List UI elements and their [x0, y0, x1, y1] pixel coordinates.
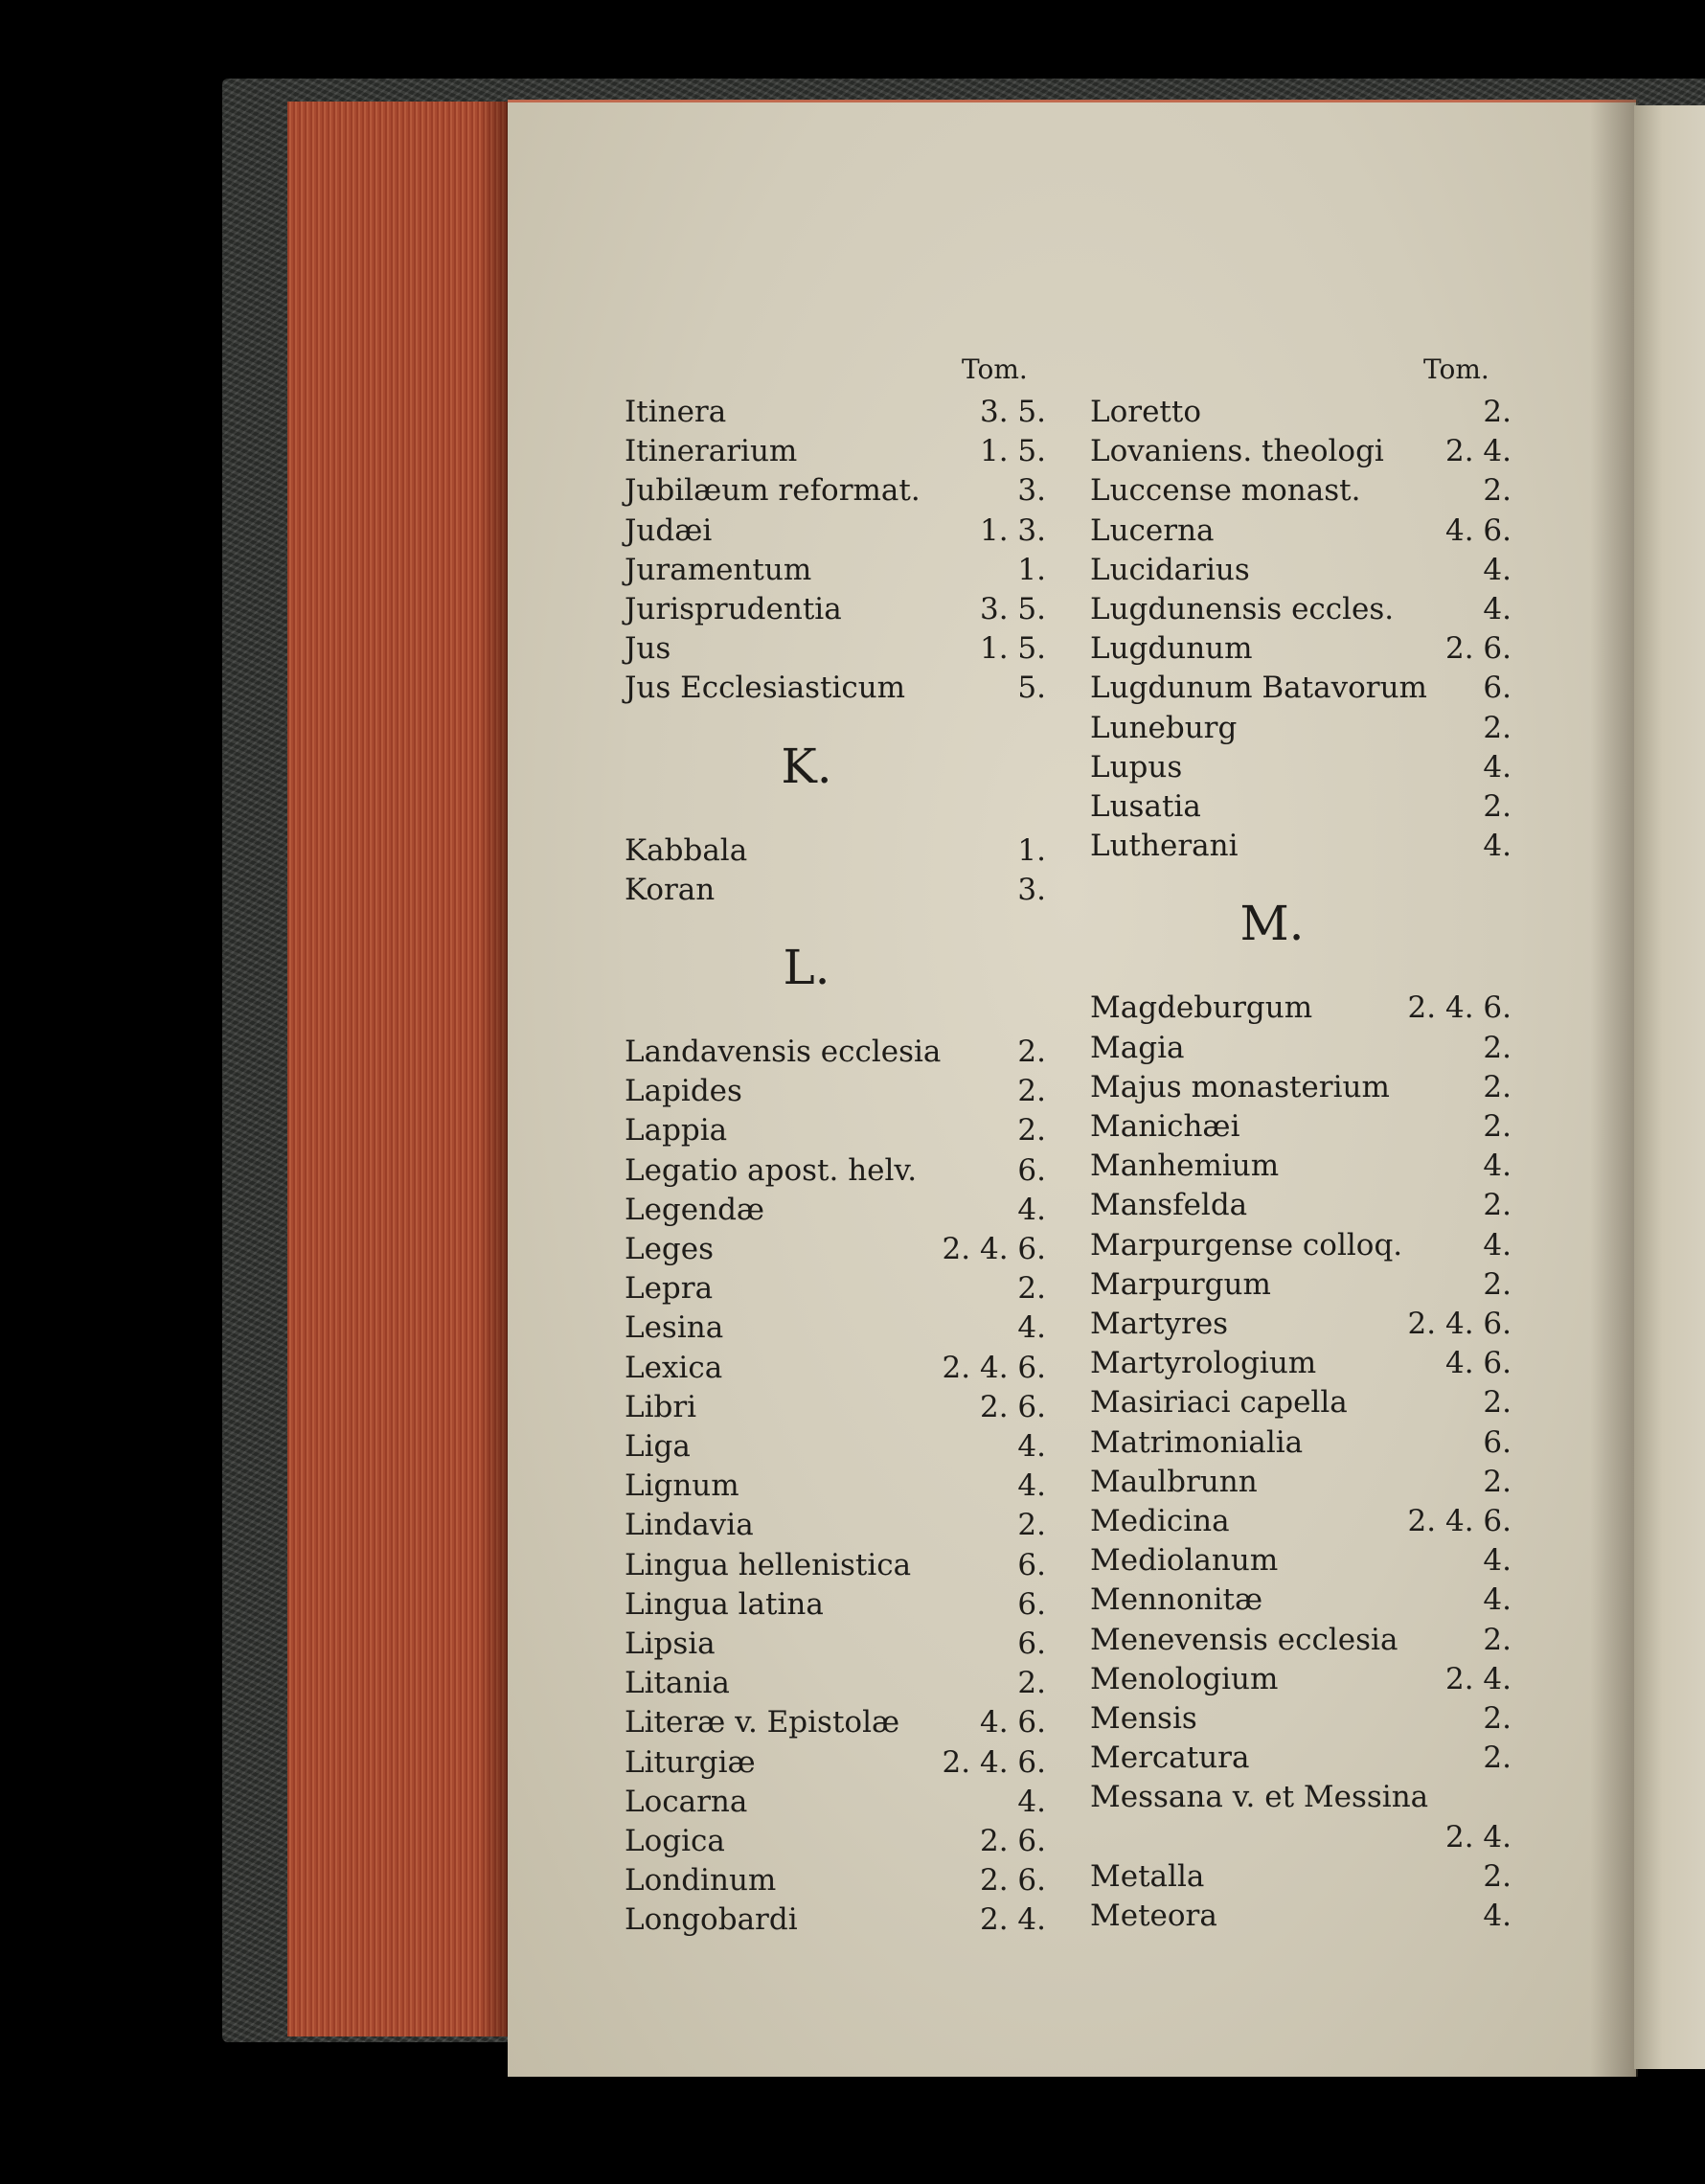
entry-volumes: 4. [1483, 1582, 1512, 1618]
index-entry [1090, 748, 1512, 787]
index-entry [625, 1703, 1046, 1742]
index-entry [1090, 512, 1512, 551]
entry-volumes: 2. 6. [1444, 631, 1512, 667]
entry-volumes: 3. 5. [979, 395, 1046, 429]
index-entry [625, 1072, 1046, 1111]
entry-term: Matrimonialia [1090, 1424, 1304, 1460]
entry-term: Liturgiæ [625, 1744, 756, 1780]
page-edge-shadow [479, 102, 510, 2036]
entry-term: Mansfelda [1090, 1188, 1248, 1223]
facing-page-edge [1634, 105, 1705, 2069]
page-gutter [1590, 100, 1638, 2077]
entry-term: Lusatia [1090, 789, 1201, 824]
index-entry [625, 1308, 1046, 1348]
index-entry [1090, 1186, 1512, 1225]
entry-term: Jus Ecclesiasticum [625, 671, 906, 706]
entry-term: Marpurgum [1090, 1266, 1271, 1302]
section-letter: M. [1239, 896, 1305, 952]
entry-volumes: 4. [1483, 1543, 1512, 1579]
index-entry [625, 1151, 1046, 1191]
index-entry [1090, 1541, 1512, 1581]
entry-volumes: 2. [1483, 1385, 1512, 1421]
index-entry [625, 1664, 1046, 1703]
entry-term: Mennonitæ [1090, 1582, 1263, 1618]
entry-term: Martyrologium [1090, 1346, 1317, 1381]
entry-term: Londinum [625, 1863, 777, 1899]
entry-term: Landavensis ecclesia [625, 1035, 942, 1069]
index-entry [625, 1388, 1046, 1427]
index-entry [1090, 1107, 1512, 1147]
index-entry [1090, 1147, 1512, 1186]
entry-term: Itinera [625, 395, 727, 429]
entry-volumes: 2. [1483, 1109, 1512, 1144]
section-letter: K. [781, 738, 832, 794]
index-entry [1090, 551, 1512, 590]
index-entry [1090, 709, 1512, 748]
entry-volumes: 2. [1483, 789, 1512, 824]
entry-term: Koran [625, 872, 716, 907]
index-entry [625, 1349, 1046, 1388]
index-entry [625, 432, 1046, 471]
entry-volumes: 4. [1483, 1149, 1512, 1184]
index-entry [625, 871, 1046, 910]
entry-volumes: 2. 4. [979, 1902, 1046, 1938]
page-edge [287, 102, 510, 2036]
index-entry [625, 1230, 1046, 1269]
entry-volumes: 2. [1483, 473, 1512, 509]
entry-term: Maulbrunn [1090, 1464, 1258, 1499]
entry-term: Jus [625, 631, 671, 667]
entry-term: Lovaniens. theologi [1090, 434, 1384, 469]
index-entry [1090, 1423, 1512, 1463]
entry-volumes: 3. 5. [979, 592, 1046, 626]
entry-volumes: 1. [1017, 552, 1046, 587]
index-entry [1090, 989, 1512, 1028]
entry-term: Literæ v. Epistolæ [625, 1705, 900, 1740]
entry-term: Libri [625, 1389, 697, 1424]
entry-volumes: 3. [1017, 872, 1046, 907]
entry-term: Leges [625, 1232, 715, 1266]
entry-volumes: 2. [1017, 1074, 1046, 1109]
entry-volumes: 2. [1017, 1508, 1046, 1543]
index-entry [1090, 1265, 1512, 1305]
index-entry [625, 1743, 1046, 1783]
entry-volumes: 4. [1483, 552, 1512, 587]
entry-term: Lipsia [625, 1627, 716, 1661]
entry-term: Menologium [1090, 1661, 1279, 1696]
entry-term: Locarna [625, 1784, 748, 1819]
index-entry [1090, 1660, 1512, 1699]
entry-term: Lugdunensis eccles. [1090, 592, 1395, 626]
index-entry [1090, 1305, 1512, 1344]
entry-term: Kabbala [625, 832, 748, 868]
entry-term: Majus monasterium [1090, 1069, 1390, 1104]
entry-volumes: 2. 4. 6. [942, 1744, 1046, 1780]
index-entry [625, 1822, 1046, 1861]
entry-term: Longobardi [625, 1902, 798, 1938]
entry-volumes: 2. 4. [1444, 1819, 1512, 1854]
index-entry [625, 471, 1046, 511]
entry-term: Legendæ [625, 1192, 765, 1227]
entry-volumes: 2. 6. [979, 1389, 1046, 1424]
column-header: Tom. [962, 353, 1028, 385]
entry-volumes: 6. [1017, 1586, 1046, 1622]
entry-term: Lingua hellenistica [625, 1547, 912, 1582]
entry-term: Lugdunum [1090, 631, 1253, 667]
index-entry [1090, 393, 1512, 432]
section-letter: L. [783, 940, 830, 995]
index-entry [1090, 1383, 1512, 1422]
entry-term: Medicina [1090, 1504, 1230, 1538]
index-entry [625, 393, 1046, 432]
entry-term: Litania [625, 1666, 730, 1701]
entry-term: Lindavia [625, 1508, 754, 1543]
index-entry [625, 1506, 1046, 1545]
column-header: Tom. [1423, 353, 1489, 385]
entry-term: Lutherani [1090, 829, 1239, 864]
entry-volumes: 3. [1017, 473, 1046, 509]
entry-volumes: 2. [1017, 1666, 1046, 1701]
index-entry [1090, 432, 1512, 471]
entry-volumes: 6. [1017, 1627, 1046, 1661]
entry-volumes: 4. [1483, 749, 1512, 785]
entry-term: Mensis [1090, 1701, 1197, 1736]
entry-term: Magdeburgum [1090, 990, 1313, 1026]
index-entry [1090, 669, 1512, 708]
entry-term: Judæi [625, 512, 713, 548]
entry-volumes: 2. 4. [1444, 1661, 1512, 1696]
entry-volumes: 2. [1483, 1188, 1512, 1223]
entry-term: Menevensis ecclesia [1090, 1622, 1398, 1657]
entry-term: Luccense monast. [1090, 473, 1361, 509]
entry-volumes: 2. [1017, 1271, 1046, 1307]
entry-volumes: 2. [1483, 1740, 1512, 1776]
entry-term: Lucerna [1090, 512, 1215, 548]
entry-volumes: 4. [1483, 592, 1512, 626]
entry-volumes: 4. [1017, 1784, 1046, 1819]
index-entry [625, 551, 1046, 590]
index-entry [625, 831, 1046, 871]
index-entry [625, 1861, 1046, 1900]
entry-term: Mediolanum [1090, 1543, 1279, 1579]
entry-volumes: 2. 4. 6. [942, 1350, 1046, 1385]
entry-volumes: 2. 4. [1444, 434, 1512, 469]
entry-term: Itinerarium [625, 434, 798, 469]
index-entry [1090, 1621, 1512, 1660]
index-entry [625, 629, 1046, 669]
index-entry [625, 1427, 1046, 1467]
index-entry [1090, 1226, 1512, 1265]
index-entry [1090, 1699, 1512, 1739]
entry-volumes: 1. 5. [979, 434, 1046, 469]
entry-volumes: 2. [1483, 395, 1512, 429]
entry-term: Lugdunum Batavorum [1090, 671, 1427, 706]
entry-volumes: 2. [1483, 710, 1512, 745]
index-entry [625, 1467, 1046, 1506]
index-entry [1090, 787, 1512, 827]
entry-volumes: 2. [1483, 1858, 1512, 1894]
entry-term: Lignum [625, 1468, 739, 1504]
entry-term: Lexica [625, 1350, 723, 1385]
index-entry [1090, 1502, 1512, 1541]
entry-term: Masiriaci capella [1090, 1385, 1348, 1421]
entry-volumes: 1. [1017, 832, 1046, 868]
entry-term: Lucidarius [1090, 552, 1250, 587]
entry-term: Lappia [625, 1113, 728, 1149]
entry-volumes: 6. [1483, 1424, 1512, 1460]
entry-volumes: 2. [1483, 1266, 1512, 1302]
entry-term: Legatio apost. helv. [625, 1152, 918, 1188]
entry-term: Lupus [1090, 749, 1183, 785]
entry-volumes: 6. [1017, 1547, 1046, 1582]
entry-volumes: 1. 5. [979, 631, 1046, 667]
index-entry [625, 669, 1046, 708]
index-entry [1090, 1818, 1512, 1857]
entry-volumes: 6. [1483, 671, 1512, 706]
entry-volumes: 2. 4. 6. [1407, 1307, 1512, 1341]
index-entry [625, 1585, 1046, 1625]
entry-volumes: 2. [1017, 1113, 1046, 1149]
entry-volumes: 2. 4. 6. [942, 1232, 1046, 1266]
entry-volumes: 2. [1483, 1464, 1512, 1499]
entry-term: Martyres [1090, 1307, 1229, 1341]
index-entry [1090, 590, 1512, 629]
entry-term: Juramentum [625, 552, 812, 587]
index-entry [625, 1033, 1046, 1072]
index-entry [1090, 1857, 1512, 1897]
index-entry [625, 590, 1046, 629]
entry-volumes: 4. 6. [1444, 1346, 1512, 1381]
entry-term: Manichæi [1090, 1109, 1240, 1144]
entry-volumes: 2. 6. [979, 1824, 1046, 1858]
index-entry [1090, 1739, 1512, 1778]
index-entry [625, 512, 1046, 551]
entry-volumes: 2. [1483, 1701, 1512, 1736]
index-entry [1090, 1581, 1512, 1620]
entry-volumes: 4. [1017, 1468, 1046, 1504]
index-entry [625, 1111, 1046, 1150]
entry-volumes: 1. 3. [979, 512, 1046, 548]
entry-volumes: 2. 4. 6. [1407, 1504, 1512, 1538]
index-entry [625, 1546, 1046, 1585]
entry-term: Messana v. et Messina [1090, 1780, 1429, 1815]
entry-term: Lapides [625, 1074, 742, 1109]
entry-volumes: 4. [1483, 829, 1512, 864]
index-entry [1090, 827, 1512, 866]
entry-term: Logica [625, 1824, 725, 1858]
entry-term: Metalla [1090, 1858, 1205, 1894]
index-entry [1090, 1068, 1512, 1107]
index-entry [625, 1625, 1046, 1664]
index-entry [1090, 1344, 1512, 1383]
entry-volumes: 4. [1017, 1429, 1046, 1464]
entry-term: Lepra [625, 1271, 714, 1307]
entry-term: Loretto [1090, 395, 1201, 429]
entry-term: Mercatura [1090, 1740, 1250, 1776]
entry-volumes: 4. [1483, 1899, 1512, 1933]
entry-term: Luneburg [1090, 710, 1238, 745]
index-entry [1090, 1029, 1512, 1068]
entry-volumes: 5. [1017, 671, 1046, 706]
index-entry [1090, 629, 1512, 669]
entry-volumes: 4. [1483, 1227, 1512, 1263]
index-entry [625, 1269, 1046, 1308]
entry-volumes: 2. [1483, 1030, 1512, 1065]
index-entry [1090, 1778, 1512, 1817]
index-entry [1090, 1463, 1512, 1502]
entry-term: Jubilæum reformat. [625, 473, 921, 509]
entry-volumes: 2. 4. 6. [1407, 990, 1512, 1026]
entry-term: Meteora [1090, 1899, 1217, 1933]
entry-volumes: 6. [1017, 1152, 1046, 1188]
index-entry [1090, 1897, 1512, 1936]
index-entry [1090, 471, 1512, 511]
entry-term: Lesina [625, 1310, 724, 1346]
entry-term: Lingua latina [625, 1586, 824, 1622]
entry-term: Jurisprudentia [625, 592, 842, 626]
entry-volumes: 2. [1483, 1069, 1512, 1104]
index-entry [625, 1191, 1046, 1230]
entry-volumes: 4. [1017, 1192, 1046, 1227]
index-entry [625, 1900, 1046, 1940]
entry-volumes: 4. 6. [1444, 512, 1512, 548]
entry-volumes: 2. [1483, 1622, 1512, 1657]
entry-volumes: 4. 6. [979, 1705, 1046, 1740]
entry-volumes: 2. [1017, 1035, 1046, 1069]
entry-volumes: 2. 6. [979, 1863, 1046, 1899]
entry-volumes: 4. [1017, 1310, 1046, 1346]
index-entry [625, 1783, 1046, 1822]
entry-term: Liga [625, 1429, 691, 1464]
entry-term: Magia [1090, 1030, 1185, 1065]
entry-term: Marpurgense colloq. [1090, 1227, 1403, 1263]
entry-term: Manhemium [1090, 1149, 1280, 1184]
